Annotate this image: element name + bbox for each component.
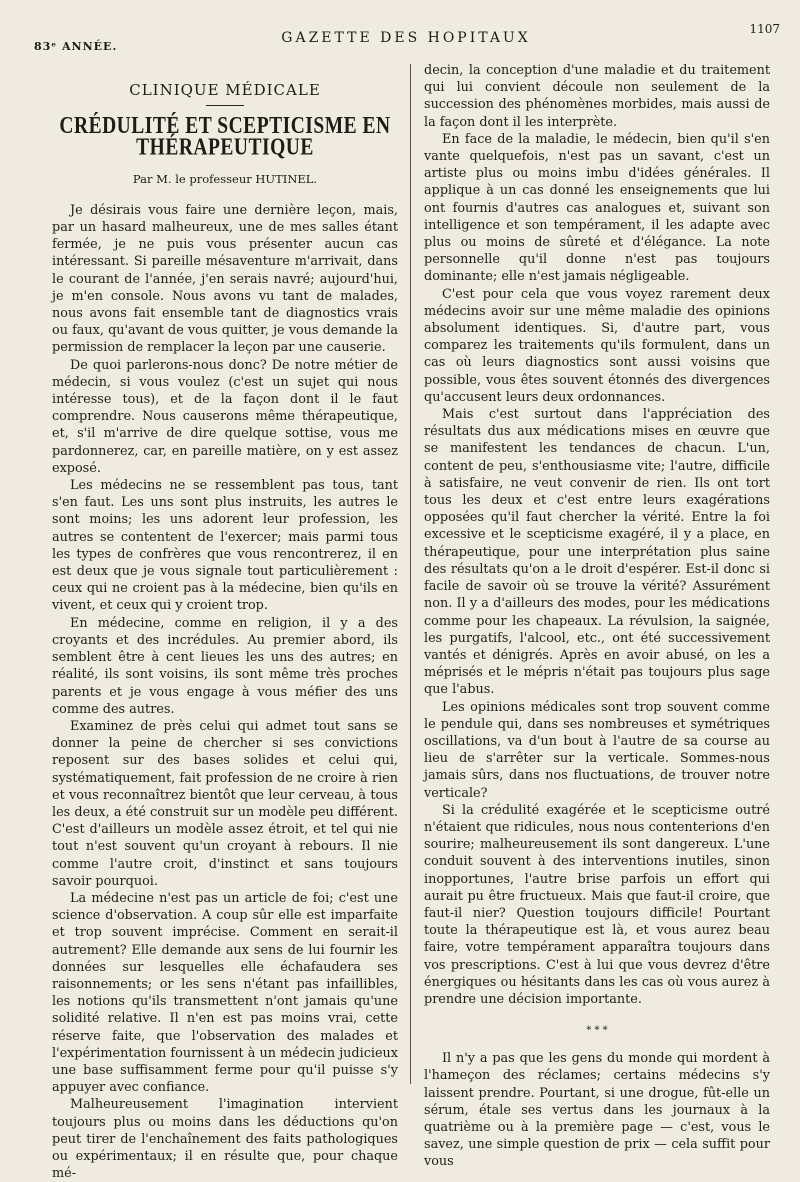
- right-column: [424, 62, 770, 1171]
- paragraph: Il n'y a pas que les gens du monde qui mordent à l'hameçon des réclames; certains médecins s'y laissent prendre. Pourtant, si une drogue, fût-elle un sérum, étale ses vertus dans les journaux à la quatrième ou à la première page — c'est, vous le savez, une simple question de prix — cela suffit pour vous: [424, 1051, 770, 1170]
- paragraph: En face de la maladie, le médecin, bien qu'il s'en vante quelquefois, n'est pas un savant, c'est un artiste plus ou moins imbu d'idées générales. Il applique à un cas donné les enseignements que lui ont fournis d'autres cas analogues et, suivant son intelligence et son tempérament, il les adapte avec plus ou moins de sûreté et d'élégance. La note personnelle qu'il donne n'est pas toujours dominante; elle n'est jamais négligeable.: [424, 131, 770, 285]
- paragraph: Les médecins ne se ressemblent pas tous, tant s'en faut. Les uns sont plus instruits, les autres le sont moins; les uns adorent leur profession, les autres se contentent de l'exercer; mais parmi tous les types de confrères que vous rencontrerez, il en est deux que je vous signale tout particulièrement : ceux qui ne croient pas à la médecine, bien qu'ils en vivent, et ceux qui y croient trop.: [52, 478, 398, 614]
- paragraph: En médecine, comme en religion, il y a des croyants et des incrédules. Au premier abord, ils semblent être à cent lieues les uns des autres; en réalité, ils sont voisins, ils sont même très proches parents et je vous engage à vous méfier des uns comme des autres.: [52, 615, 398, 717]
- issue-label: 83ᵉ ANNÉE.: [34, 40, 118, 53]
- paragraph: Mais c'est surtout dans l'appréciation des résultats dus aux médications mises en œuvre que se manifestent les tendances de chacun. L'un, content de peu, s'enthousiasme vite; l'autre, difficile à satisfaire, ne veut convenir de rien. Ils ont tort tous les deux et c'est entre leurs exagérations opposées qu'il faut chercher la vérité. Entre la foi excessive et le scepticisme exagéré, il y a place, en thérapeutique, pour une interprétation plus saine des résultats qu'on a le droit d'espérer. Est-il donc si facile de savoir où se trouve la vérité? Assurément non. Il y a d'ailleurs des modes, pour les médications comme pour les chapeaux. La révulsion, la saignée, les purgatifs, l'alcool, etc., ont été successivement vantés et dénigrés. Après en avoir abusé, on les a méprisés et le mépris n'était pas toujours plus sage que l'abus.: [424, 407, 770, 698]
- paragraph: Malheureusement l'imagination intervient toujours plus ou moins dans les déductions qu'on peut tirer de l'enchaînement des faits pathologiques ou expérimentaux; il en résulte que, pour chaque mé-: [52, 1097, 398, 1182]
- paragraph: Les opinions médicales sont trop souvent comme le pendule qui, dans ses nombreuses et symétriques oscillations, va d'un bout à l'autre de sa course au lieu de s'arrêter sur la verticale. Sommes-nous jamais sûrs, dans nos fluctuations, de trouver notre verticale?: [424, 699, 770, 801]
- paragraph: Je désirais vous faire une dernière leçon, mais, par un hasard malheureux, une de mes salles étant fermée, je ne puis vous présenter aucun cas intéressant. Si pareille mésaventure m'arrivait, dans le courant de l'année, j'en serais navré; aujourd'hui, je m'en console. Nous avons vu tant de malades, nous avons fait ensemble tant de diagnostics vrais ou faux, qu'avant de vous quitter, je vous demande la permission de remplacer la leçon par une causerie.: [52, 202, 398, 356]
- paragraph: La médecine n'est pas un article de foi; c'est une science d'observation. A coup sûr elle est imparfaite et trop souvent imprécise. Comment en serait-il autrement? Elle demande aux sens de lui fournir les données sur lesquelles elle échafaudera ses raisonnements; or les sens n'étant pas infaillibles, les notions qu'ils transmettent n'ont jamais qu'une solidité relative. Il n'en est pas moins vrai, cette réserve faite, que l'observation des malades et l'expérimentation fournissent à un médecin judicieux une base suffisamment ferme pour qu'il puisse s'y appuyer avec confiance.: [52, 890, 398, 1096]
- paragraph: De quoi parlerons-nous donc? De notre métier de médecin, si vous voulez (c'est un sujet qui nous intéresse tous), et de la façon dont il le faut comprendre. Nous causerons même thérapeutique, et, s'il m'arrive de dire quelque sottise, vous me pardonnerez, car, en pareille matière, on y est assez exposé.: [52, 357, 398, 476]
- paragraph: Examinez de près celui qui admet tout sans se donner la peine de chercher si ses convictions reposent sur des bases solides et celui qui, systématiquement, fait profession de ne croire à rien et vous reconnaîtrez bientôt que leur cerveau, à tous les deux, a été construit sur un modèle peu différent. C'est d'ailleurs un modèle assez étroit, et tel qui nie tout n'est souvent qu'un croyant à rebours. Il nie comme l'autre croit, d'instinct et sans toujours savoir pourquoi.: [52, 718, 398, 889]
- section-heading: CLINIQUE MÉDICALE: [129, 81, 321, 99]
- byline: Par M. le professeur HUTINEL.: [132, 171, 318, 186]
- paragraph: Si la crédulité exagérée et le scepticisme outré n'étaient que ridicules, nous nous contenterions d'en sourire; malheureusement ils sont dangereux. L'une conduit souvent à des interventions inutiles, sinon inopportunes, l'autre brise parfois un effort qui aurait pu être fructueux. Mais que faut-il croire, que faut-il nier? Question toujours difficile! Pourtant toute la thérapeutique est là, et vous aurez beau faire, votre tempérament apparaîtra toujours dans vos prescriptions. C'est à lui que vous devrez d'être énergiques ou hésitants dans les cas où vous aurez à prendre une décision importante.: [424, 802, 770, 1007]
- masthead: [30, 20, 782, 60]
- newspaper-title: GAZETTE DES HOPITAUX: [281, 30, 531, 46]
- section-rule: [206, 105, 244, 106]
- article-title: CRÉDULITÉ ET SCEPTICISME EN THÉRAPEUTIQUE: [59, 113, 391, 162]
- paragraph: C'est pour cela que vous voyez rarement deux médecins avoir sur une même maladie des opinions absolument identiques. Si, d'autre part, vous comparez les traitements qu'ils formulent, dans un cas où leurs diagnostics sont aussi voisins que possible, vous êtes souvent étonnés des divergences qu'accusent leurs deux ordonnances.: [424, 286, 770, 405]
- section-separator: * * *: [586, 1025, 608, 1037]
- paragraph-continuation: decin, la conception d'une maladie et du traitement qui lui convient découle non seulement de la succession des phénomènes morbides, mais aussi de la façon dont il les interprète.: [424, 63, 770, 130]
- column-divider: [410, 64, 411, 1084]
- page-number: 1107: [749, 22, 780, 36]
- left-column: [52, 62, 398, 1182]
